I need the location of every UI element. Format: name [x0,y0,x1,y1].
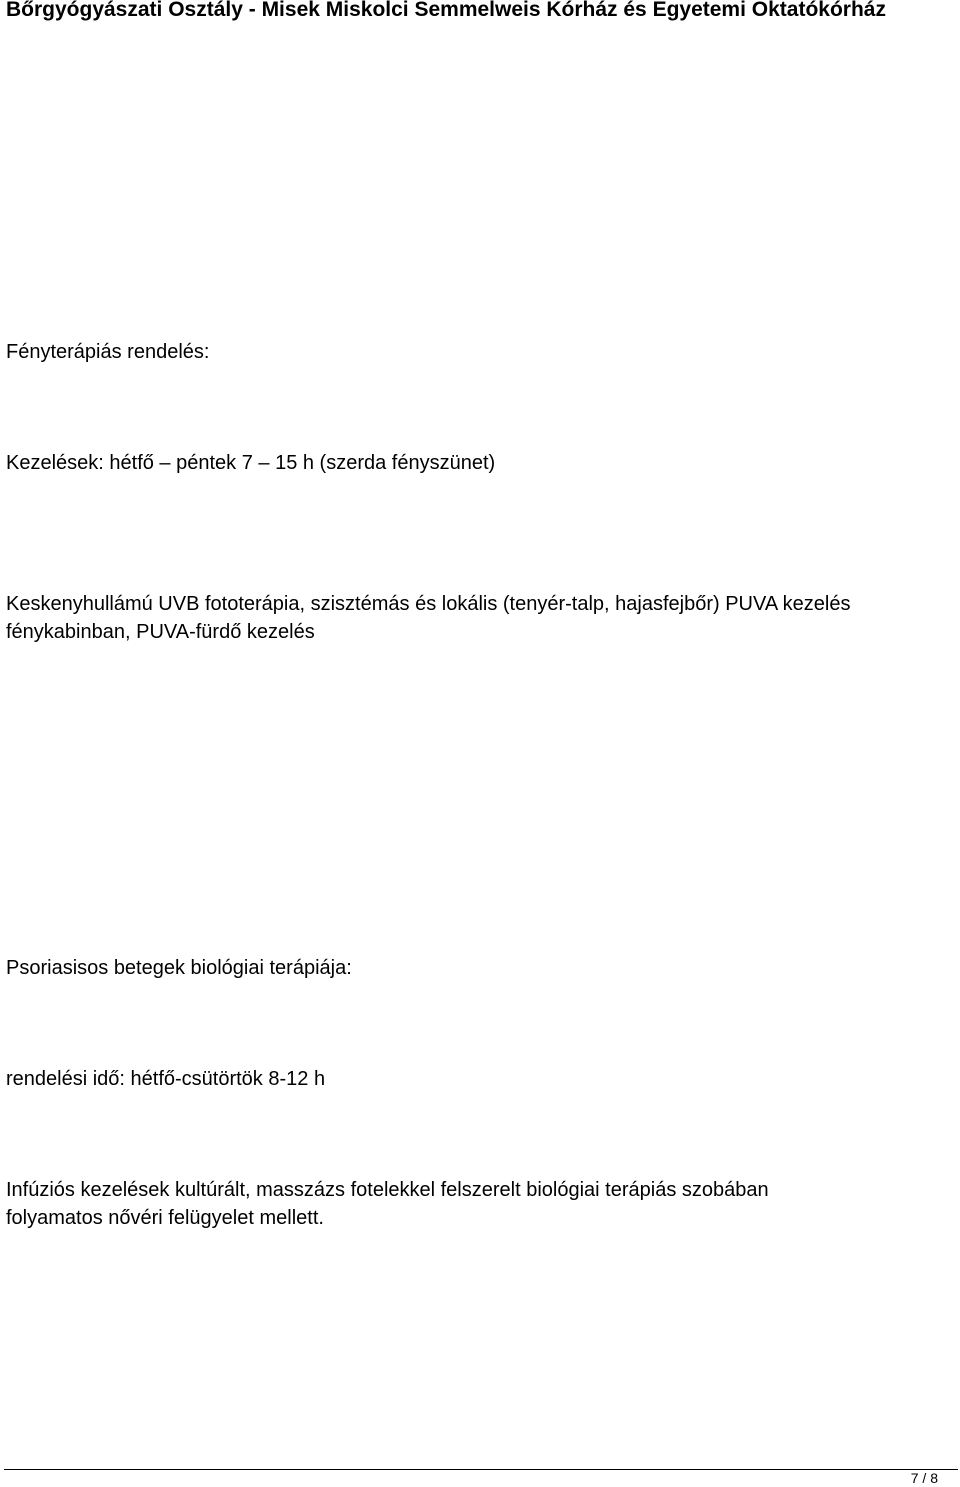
biologic-therapy-description-line: Infúziós kezelések kultúrált, masszázs fotelekkel felszerelt biológiai terápiás szobában [6,1179,769,1201]
phototherapy-description-line: fénykabinban, PUVA-fürdő kezelés [6,621,315,643]
phototherapy-heading: Fényterápiás rendelés: [6,341,210,363]
page-number: 7 / 8 [910,1470,938,1486]
biologic-therapy-hours: rendelési idő: hétfő-csütörtök 8-12 h [6,1068,326,1090]
footer-divider [4,1469,958,1470]
biologic-therapy-description-line: folyamatos nővéri felügyelet mellett. [6,1207,324,1229]
phototherapy-hours: Kezelések: hétfő – péntek 7 – 15 h (szerda fényszünet) [6,452,496,474]
biologic-therapy-description [6,1176,769,1232]
page-header-title: Bőrgyógyászati Osztály - Misek Miskolci Semmelweis Kórház és Egyetemi Oktatókórház [6,0,886,21]
biologic-therapy-heading: Psoriasisos betegek biológiai terápiája: [6,957,352,979]
phototherapy-description [6,590,850,646]
phototherapy-description-line: Keskenyhullámú UVB fototerápia, szisztémás és lokális (tenyér-talp, hajasfejbőr) PUVA kezelés [6,593,851,615]
